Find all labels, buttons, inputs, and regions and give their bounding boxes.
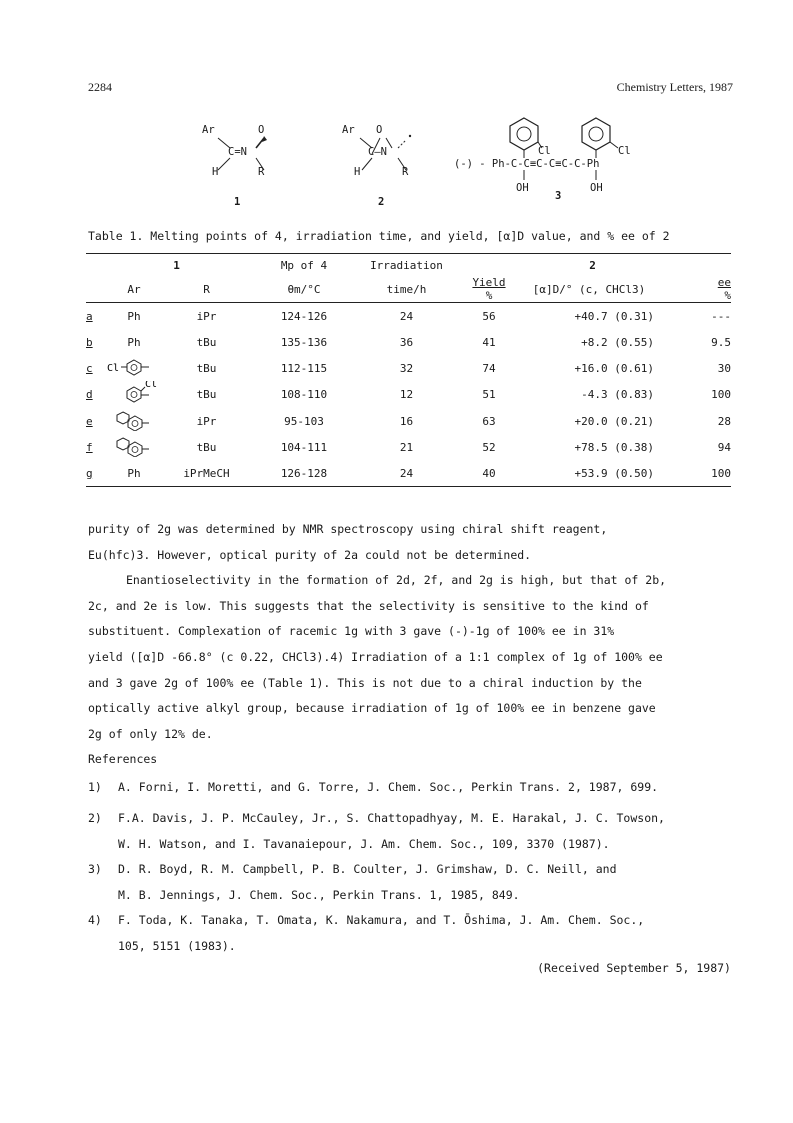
structure-3-cl-right: Cl <box>618 145 631 157</box>
body-line: 2c, and 2e is low. This suggests that the selectivity is sensitive to the kind of <box>88 598 649 613</box>
page-number: 2284 <box>88 80 112 94</box>
cell-r: tBu <box>196 335 217 349</box>
reference-4 <box>88 908 738 959</box>
body-line: Eu(hfc)3. However, optical purity of 2a could not be determined. <box>88 547 532 562</box>
col-ee-unit: % <box>724 289 731 302</box>
received-date: (Received September 5, 1987) <box>537 961 731 975</box>
col-ee: ee <box>717 276 731 289</box>
cell-time: 32 <box>399 361 414 375</box>
table-row <box>86 381 731 408</box>
reference-line: M. B. Jennings, J. Chem. Soc., Perkin Trans. 1, 1985, 849. <box>118 887 520 902</box>
cell-yield: 56 <box>482 309 496 323</box>
cell-r: tBu <box>196 388 217 401</box>
cell-ee: 9.5 <box>711 335 731 349</box>
cell-r: iPr <box>196 309 217 323</box>
cell-time: 36 <box>399 335 414 349</box>
body-line: 2g of only 12% de. <box>88 726 213 741</box>
irradiation-header-top: Irradiation <box>370 258 443 272</box>
cell-ar: Ph <box>127 466 141 480</box>
group-header-1: 1 <box>173 258 180 272</box>
structure-3-oh-right: OH <box>590 182 603 194</box>
cell-alpha: +8.2 (0.55) <box>581 335 654 349</box>
col-yield-unit: % <box>485 289 493 302</box>
structure-1-nitrone <box>196 124 286 214</box>
mp-header-top: Mp of 4 <box>280 258 328 272</box>
col-yield: Yield <box>472 276 506 289</box>
cell-yield: 52 <box>482 440 496 454</box>
body-text <box>88 517 728 773</box>
cell-mp: 112-115 <box>280 361 328 375</box>
col-time: time/h <box>386 282 427 296</box>
reference-2 <box>88 806 738 857</box>
cell-r: tBu <box>196 361 217 375</box>
cell-r: iPrMeCH <box>183 466 230 480</box>
structure-1-cn: C=N <box>228 146 247 158</box>
table-row <box>86 303 731 330</box>
cell-mp: 124-126 <box>280 309 328 323</box>
cell-ee: 100 <box>711 466 731 480</box>
structure-1-h: H <box>212 166 219 178</box>
cell-time: 21 <box>399 440 414 454</box>
reference-number: 4) <box>88 913 102 927</box>
cell-r: iPr <box>196 414 217 428</box>
cell-ar: Ph <box>127 335 141 349</box>
reference-number: 1) <box>88 780 102 794</box>
structure-1-number: 1 <box>234 196 241 208</box>
cell-alpha: -4.3 (0.83) <box>581 388 654 401</box>
reference-line: 105, 5151 (1983). <box>118 938 236 953</box>
col-r: R <box>203 282 210 296</box>
reference-line: F.A. Davis, J. P. McCauley, Jr., S. Chattopadhyay, M. E. Harakal, J. C. Towson, <box>118 811 665 825</box>
body-line: and 3 gave 2g of 100% ee (Table 1). This is not due to a chiral induction by the <box>88 675 642 690</box>
row-id: g <box>86 466 93 480</box>
structure-2-r: R <box>402 166 409 178</box>
structure-3-cl-left: Cl <box>538 145 551 157</box>
cell-alpha: +40.7 (0.31) <box>574 309 654 323</box>
cell-yield: 51 <box>482 388 496 401</box>
structure-1-ar: Ar <box>202 124 215 136</box>
table-row <box>86 355 731 381</box>
benzodioxolyl-ring-icon <box>105 409 163 431</box>
svg-text:Cl: Cl <box>107 362 120 374</box>
reference-number: 3) <box>88 862 102 876</box>
cell-mp: 135-136 <box>280 335 328 349</box>
cell-ar-benzodioxolyl <box>104 434 164 460</box>
cell-ee: 94 <box>717 440 731 454</box>
cell-alpha: +20.0 (0.21) <box>574 414 654 428</box>
structure-2-ar: Ar <box>342 124 355 136</box>
structure-1-r: R <box>258 166 265 178</box>
cell-mp: 108-110 <box>280 388 328 401</box>
cell-mp: 126-128 <box>280 466 328 480</box>
reference-1 <box>88 780 738 794</box>
cell-r: tBu <box>196 440 217 454</box>
reference-line: D. R. Boyd, R. M. Campbell, P. B. Coulter, J. Grimshaw, D. C. Neill, and <box>118 862 617 876</box>
structure-3-host <box>454 114 674 214</box>
svg-text:Cl: Cl <box>145 381 158 390</box>
cell-yield: 41 <box>482 335 496 349</box>
reference-line: A. Forni, I. Moretti, and G. Torre, J. Chem. Soc., Perkin Trans. 2, 1987, 699. <box>118 780 659 794</box>
reference-line: W. H. Watson, and I. Tavanaiepour, J. Am. Chem. Soc., 109, 3370 (1987). <box>118 836 610 851</box>
table-header-row-1 <box>86 254 731 277</box>
table-header-row-2 <box>86 276 731 303</box>
journal-header: Chemistry Letters, 1987 <box>616 80 733 94</box>
body-line: Enantioselectivity in the formation of 2d, 2f, and 2g is high, but that of 2b, <box>126 573 667 588</box>
reference-line: F. Toda, K. Tanaka, T. Omata, K. Nakamura, and T. Ōshima, J. Am. Chem. Soc., <box>118 913 645 927</box>
structure-2-cn: C—N <box>368 146 387 158</box>
cell-yield: 40 <box>482 466 496 480</box>
table-row <box>86 329 731 355</box>
row-id: e <box>86 414 93 428</box>
row-id: f <box>86 440 93 454</box>
group-header-2: 2 <box>589 258 596 272</box>
cell-ar-chlorophenyl <box>104 355 164 381</box>
structure-2-oxaziridine <box>340 124 430 214</box>
cell-mp: 95-103 <box>284 414 324 428</box>
cell-ar: Ph <box>127 309 141 323</box>
structure-1-o: O <box>258 124 265 136</box>
cell-yield: 74 <box>482 361 496 375</box>
cell-time: 16 <box>399 414 414 428</box>
row-id: c <box>86 361 93 375</box>
cell-ar-2-chlorophenyl <box>104 381 164 408</box>
structure-3-oh-left: OH <box>516 182 529 194</box>
reference-3 <box>88 857 738 908</box>
cell-ar-benzodioxolyl <box>104 408 164 434</box>
table-row <box>86 408 731 434</box>
cell-time: 24 <box>399 466 414 480</box>
ortho-chlorophenyl-ring-icon <box>105 381 163 405</box>
reference-number: 2) <box>88 811 102 825</box>
cell-mp: 104-111 <box>280 440 328 454</box>
structure-2-number: 2 <box>378 196 385 208</box>
body-line: optically active alkyl group, because irradiation of 1g of 100% ee in benzene gave <box>88 701 656 716</box>
benzodioxolyl-ring-icon <box>105 435 163 457</box>
cell-alpha: +53.9 (0.50) <box>574 466 654 480</box>
body-line: yield ([α]D -66.8° (c 0.22, CHCl3).4) Irradiation of a 1:1 complex of 1g of 100% ee <box>88 649 663 664</box>
cell-yield: 63 <box>482 414 496 428</box>
body-line: purity of 2g was determined by NMR spectroscopy using chiral shift reagent, <box>88 522 608 536</box>
col-mp: θm/°C <box>287 282 321 296</box>
cell-alpha: +16.0 (0.61) <box>574 361 654 375</box>
references-heading: References <box>88 752 158 767</box>
body-line: substituent. Complexation of racemic 1g with 3 gave (-)-1g of 100% ee in 31% <box>88 624 615 639</box>
table-row <box>86 460 731 487</box>
chlorophenyl-ring-icon <box>105 357 163 377</box>
table-row <box>86 434 731 460</box>
melting-points-table <box>86 253 731 487</box>
row-id: b <box>86 335 93 349</box>
table-caption: Table 1. Melting points of 4, irradiation time, and yield, [α]D value, and % ee of 2 <box>88 229 670 243</box>
structure-2-h: H <box>354 166 361 178</box>
row-id: d <box>86 388 93 401</box>
structure-3-chain: (-) - Ph-C-C≡C-C≡C-C-Ph <box>454 158 600 170</box>
cell-ee: --- <box>711 309 731 323</box>
cell-ee: 28 <box>717 414 731 428</box>
row-id: a <box>86 309 93 323</box>
cell-time: 24 <box>399 309 414 323</box>
structure-2-o: O <box>376 124 383 136</box>
cell-ee: 100 <box>711 388 731 401</box>
cell-alpha: +78.5 (0.38) <box>574 440 654 454</box>
cell-time: 12 <box>399 388 414 401</box>
structure-3-number: 3 <box>555 190 562 202</box>
col-ar: Ar <box>127 282 141 296</box>
cell-ee: 30 <box>717 361 731 375</box>
col-alpha: [α]D/° (c, CHCl3) <box>532 282 646 296</box>
